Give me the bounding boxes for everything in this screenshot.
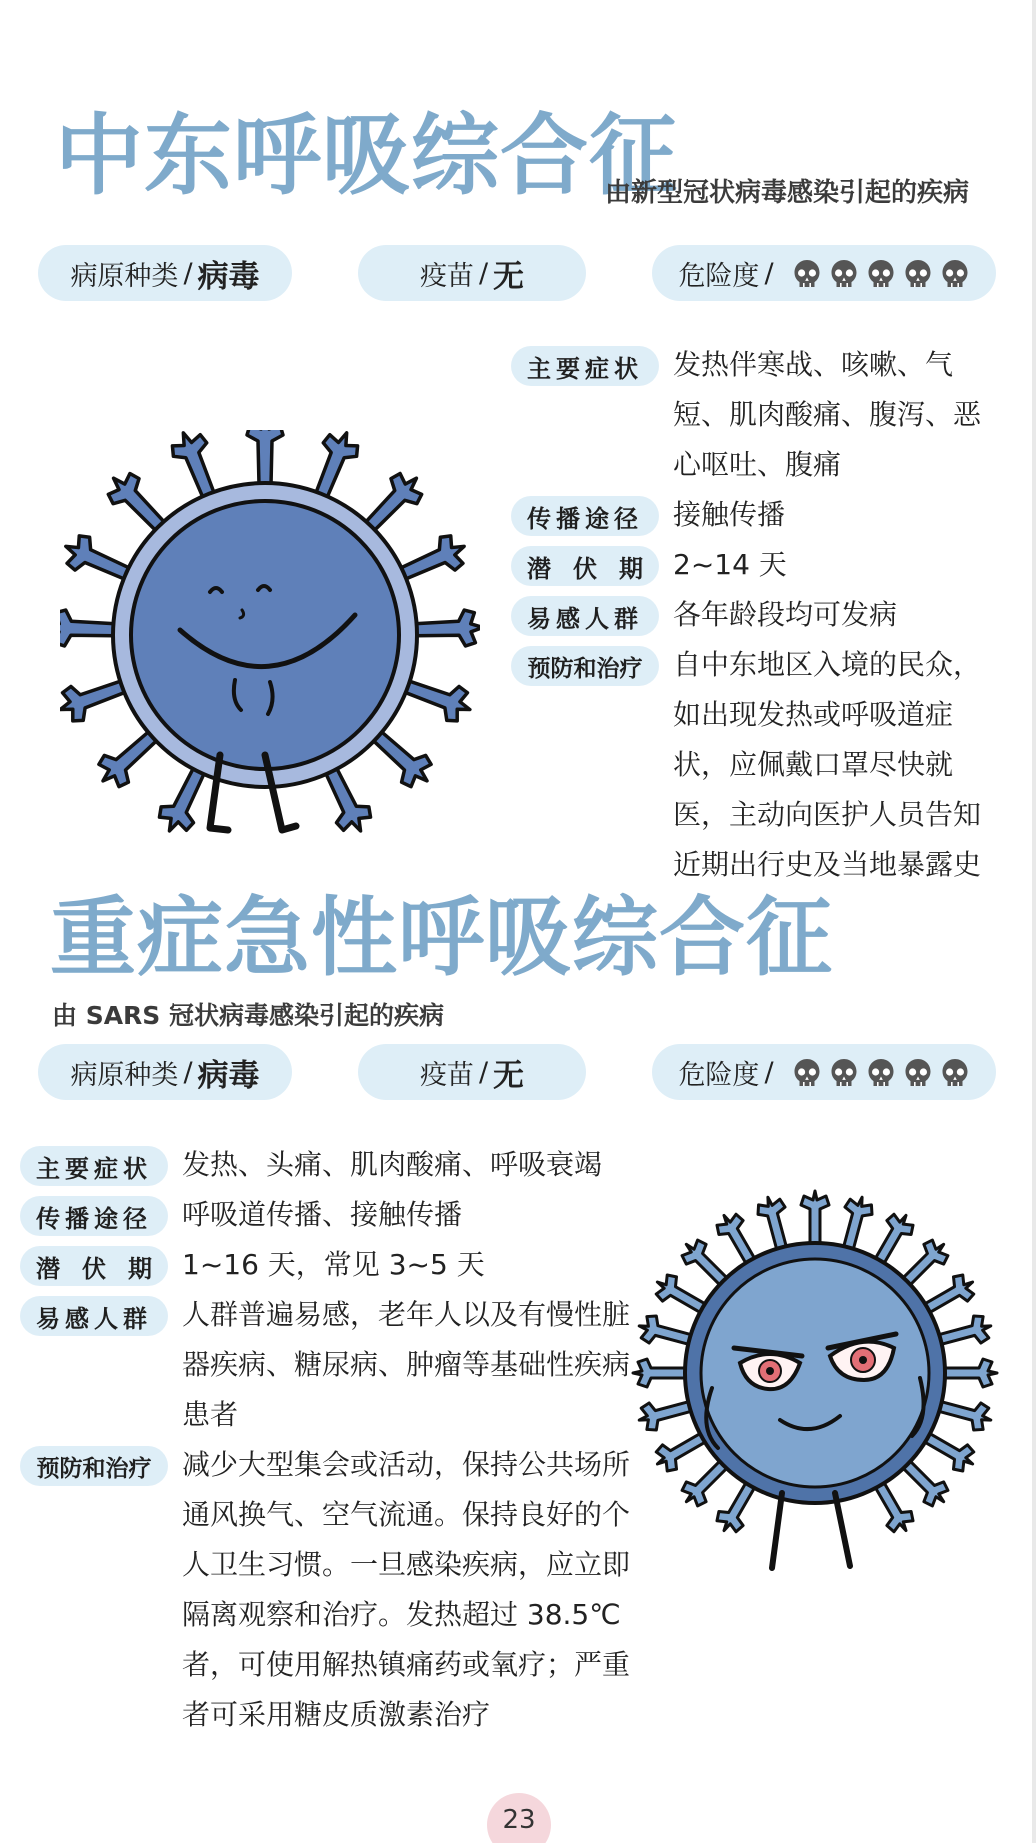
mers-danger-pill <box>652 245 996 301</box>
danger-label: 危险度 <box>678 260 760 292</box>
info-label: 潜伏期 <box>511 546 659 586</box>
danger-label: 危险度 <box>678 1059 760 1091</box>
vaccine-value: 无 <box>493 258 525 295</box>
separator: / <box>183 257 193 289</box>
sars-virus-illustration <box>630 1188 1000 1593</box>
sars-danger-pill <box>652 1044 996 1100</box>
skull-icon <box>792 1057 822 1088</box>
info-text: 接触传播 <box>673 498 786 531</box>
vaccine-label: 疫苗 <box>419 1059 474 1091</box>
sars-info-list <box>20 1140 640 1740</box>
info-text: 2~14 天 <box>673 548 787 581</box>
page-number-badge <box>487 1793 551 1843</box>
info-row-transmission <box>20 1190 640 1240</box>
mers-title: 中东呼吸综合征 <box>55 104 679 207</box>
vaccine-label: 疫苗 <box>419 260 474 292</box>
info-label: 预防和治疗 <box>511 646 659 686</box>
mers-pathogen-pill <box>38 245 292 301</box>
info-text: 自中东地区入境的民众，如出现发热或呼吸道症状，应佩戴口罩尽快就医，主动向医护人员告知近期出行史及当地暴露史 <box>673 648 982 881</box>
skull-icon <box>792 258 822 289</box>
danger-skulls <box>785 1057 970 1088</box>
info-text: 1~16 天，常见 3~5 天 <box>182 1248 485 1281</box>
info-row-transmission <box>511 490 1001 540</box>
page-number: 23 <box>502 1805 536 1835</box>
page-edge <box>1032 0 1036 1843</box>
skull-icon <box>829 258 859 289</box>
vaccine-value: 无 <box>493 1057 525 1094</box>
danger-skulls <box>785 258 970 289</box>
info-label: 易感人群 <box>511 596 659 636</box>
skull-icon <box>829 1057 859 1088</box>
separator: / <box>764 257 774 289</box>
info-text: 发热伴寒战、咳嗽、气短、肌肉酸痛、腹泻、恶心呕吐、腹痛 <box>673 348 982 481</box>
skull-icon <box>866 258 896 289</box>
info-text: 各年龄段均可发病 <box>673 598 898 631</box>
pathogen-label: 病原种类 <box>70 1059 179 1091</box>
info-row-incubation <box>20 1240 640 1290</box>
info-row-symptoms <box>511 340 1001 490</box>
sars-title: 重症急性呼吸综合征 <box>50 888 833 988</box>
skull-icon <box>903 258 933 289</box>
mers-vaccine-pill <box>358 245 586 301</box>
info-row-symptoms <box>20 1140 640 1190</box>
skull-icon <box>866 1057 896 1088</box>
virus-body <box>701 1259 929 1487</box>
info-label: 易感人群 <box>20 1296 168 1336</box>
info-label: 传播途径 <box>20 1196 168 1236</box>
info-row-prevention <box>20 1440 640 1740</box>
info-label: 主要症状 <box>511 346 659 386</box>
separator: / <box>478 1056 489 1088</box>
skull-icon <box>903 1057 933 1088</box>
info-text: 呼吸道传播、接触传播 <box>182 1198 463 1231</box>
info-text: 发热、头痛、肌肉酸痛、呼吸衰竭 <box>182 1148 603 1181</box>
pathogen-label: 病原种类 <box>70 260 179 292</box>
mers-virus-illustration <box>60 430 480 860</box>
skull-icon <box>940 258 970 289</box>
info-row-incubation <box>511 540 1001 590</box>
info-row-susceptible <box>20 1290 640 1440</box>
info-row-susceptible <box>511 590 1001 640</box>
info-text: 减少大型集会或活动，保持公共场所通风换气、空气流通。保持良好的个人卫生习惯。一旦感染疾病，应立即隔离观察和治疗。发热超过 38.5℃者，可使用解热镇痛药或氧疗；严重者可采用糖皮质激素治疗 <box>182 1448 631 1731</box>
mers-subtitle: 由新型冠状病毒感染引起的疾病 <box>605 178 970 208</box>
separator: / <box>183 1056 193 1088</box>
separator: / <box>764 1056 774 1088</box>
info-label: 主要症状 <box>20 1146 168 1186</box>
pathogen-value: 病毒 <box>197 258 260 295</box>
info-text: 人群普遍易感，老年人以及有慢性脏器疾病、糖尿病、肿瘤等基础性疾病患者 <box>182 1298 631 1431</box>
info-label: 潜伏期 <box>20 1246 168 1286</box>
info-row-prevention <box>511 640 1001 890</box>
info-label: 传播途径 <box>511 496 659 536</box>
sars-subtitle: 由 SARS 冠状病毒感染引起的疾病 <box>52 1001 445 1030</box>
pathogen-value: 病毒 <box>197 1057 260 1094</box>
sars-vaccine-pill <box>358 1044 586 1100</box>
mers-info-list <box>511 340 1001 890</box>
separator: / <box>478 257 489 289</box>
skull-icon <box>940 1057 970 1088</box>
sars-pathogen-pill <box>38 1044 292 1100</box>
info-label: 预防和治疗 <box>20 1446 168 1486</box>
virus-body <box>131 501 399 769</box>
